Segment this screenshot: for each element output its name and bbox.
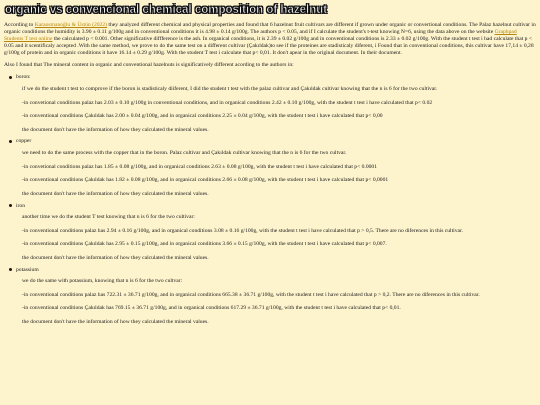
- mineral-note: Also I found that The mineral content in organic and conventional hazelnuts is significatively different acording to the authors in:: [4, 61, 294, 68]
- list-item-iron: [16, 203, 536, 262]
- section-line: -in convetional conditions palaz has 1.85 ± 0.08 g/100g, and in organical conditions 2.63 ± 0.08 g/100g, with the student t test i have calculated that p< 0.0001: [22, 163, 378, 170]
- section-line: another time we do the student T test knowing that n is 6 for the two cultivar:: [22, 214, 195, 221]
- section-name: potassium: [16, 266, 39, 273]
- section-line: the document don't have the information of how they calculated the mineral values.: [22, 318, 209, 325]
- section-line: if we do the student t test to comprove if the boron is stadisticaly diiferent, I did the student t test with the palaz cultivar and Çakıldak cultivar knowing that the n is 6 for the two cultivar.: [22, 86, 438, 93]
- section-line: we need to do the same process with the copper that in the boron. Palaz cultivar and Çakıldak cultivar knowing that the n is 6 for the two cultvar.: [22, 150, 347, 157]
- section-line: -in conventional conditions palaz has 2.94 ± 0.16 g/100g, and in organical conditions 3.08 ± 0.16 g/100g, with the student t test i have calculated that p > 0,5. There are no diferences in this cultivar.: [22, 227, 463, 234]
- section-line: -in conventional conditions Çakıldak has 2.95 ± 0.15 g/100g, and in organical conditions 3.66 ± 0.15 g/100g, with the student t test i have calculated that p< 0,007.: [22, 241, 387, 248]
- section-line: -in conventional conditions palaz has 722.31 ± 36.71 g/100g, and in organical conditions 665.38 ± 36.71 g/100g, with the student t test i have calculated that p > 0,2. There are no diferences in this cultivar.: [22, 291, 480, 298]
- bullet-icon: [9, 204, 12, 207]
- section-name: boron:: [16, 74, 31, 81]
- section-line: -in conventional conditions Çakıldak has 1.82 ± 0.08 g/100g, and in organical conditions 2.66 ± 0.08 g/100g, with the student t test i have calculated that p< 0,0001: [22, 177, 389, 184]
- section-line: -in conventional conditions Çakıldak has 769.15 ± 36.71 g/100g, and in organical conditions 617.29 ± 36.71 g/100g, with the student t test i have calculated that p< 0,01.: [22, 305, 401, 312]
- intro-text-middle: they analyzed different chemical and physical properties and found that 6 hazelnut fruit cultivars are different if grown under organic or convertional conditions. The Palaz hazelnut cultivar in organic conditions the humidity is 3.90 ± 0.11 g/100g and in conventional conditions it is 4.98 ± 0.14 g/100g. The authors p < 0.05, and if I calculate the student's t-test knowing N=6, using the data above on the website: [4, 22, 536, 35]
- section-line: -in convetional conditions palaz has 2.03 ± 0.10 g/100g in conventional conditions, and in organical conditions 2.42 ± 0.10 g/100g, with the student t test i have calculated that p< 0.02: [22, 99, 433, 106]
- list-item-boron: [16, 74, 536, 133]
- list-item-potassium: [16, 267, 536, 326]
- section-name: iron: [16, 202, 26, 209]
- intro-paragraph: [4, 22, 536, 57]
- ttest-calculator-link[interactable]: Graphpad Students T test online: [4, 28, 517, 42]
- bullet-icon: [9, 76, 12, 79]
- bullet-icon: [9, 140, 12, 143]
- mineral-list: [4, 74, 536, 325]
- list-item-copper: [16, 138, 536, 197]
- section-line: the document don't have the information of how they calculated the mineral values.: [22, 126, 209, 133]
- intro-text-end: the calculated p < 0.001. Other significative diffference is the ash. In organical conditions, it is 2.39 ± 0.02 g/100g and in conventional conditions is 2.33 ± 0.02 g/100g. With the student t test i had calculate that p < 0.05 and it scentificaly accepted .With the same method, we prove to do the same test on a different cultivar (Çakıldak)to see if the proteines are stadisticaly diferent, i Found that in conventional conditions, this cultivar have 17,14 ± 0,28 g/100g of protein and in organic conditions it have 16.14 ± 0.29 g/100g. With the student T test i calculate that p< 0,01. It don't apear in the original document. In their document.: [4, 35, 534, 56]
- bullet-icon: [9, 268, 12, 271]
- section-line: -in conventional conditions Çakıldak has 2.00 ± 0.04 g/100g, and in organical conditions 2.25 ± 0.04 g/100g, with the student t test i have calculated that p< 0,00: [22, 113, 383, 120]
- page-title: organic vs convencional chemical composition of hazelnut: [5, 4, 328, 16]
- section-line: we do the same with potassium, knowing that n is 6 for the two cultvar:: [22, 278, 183, 285]
- reference-link[interactable]: Karaosmanoğlu & Üstün (2022): [34, 22, 108, 28]
- section-name: copper: [16, 138, 32, 145]
- intro-text-start: According to: [4, 22, 35, 28]
- section-line: the document don't have the information of how they calculated the mineral values.: [22, 190, 209, 197]
- section-line: the document don't have the information of how they calculated the mineral values.: [22, 254, 209, 261]
